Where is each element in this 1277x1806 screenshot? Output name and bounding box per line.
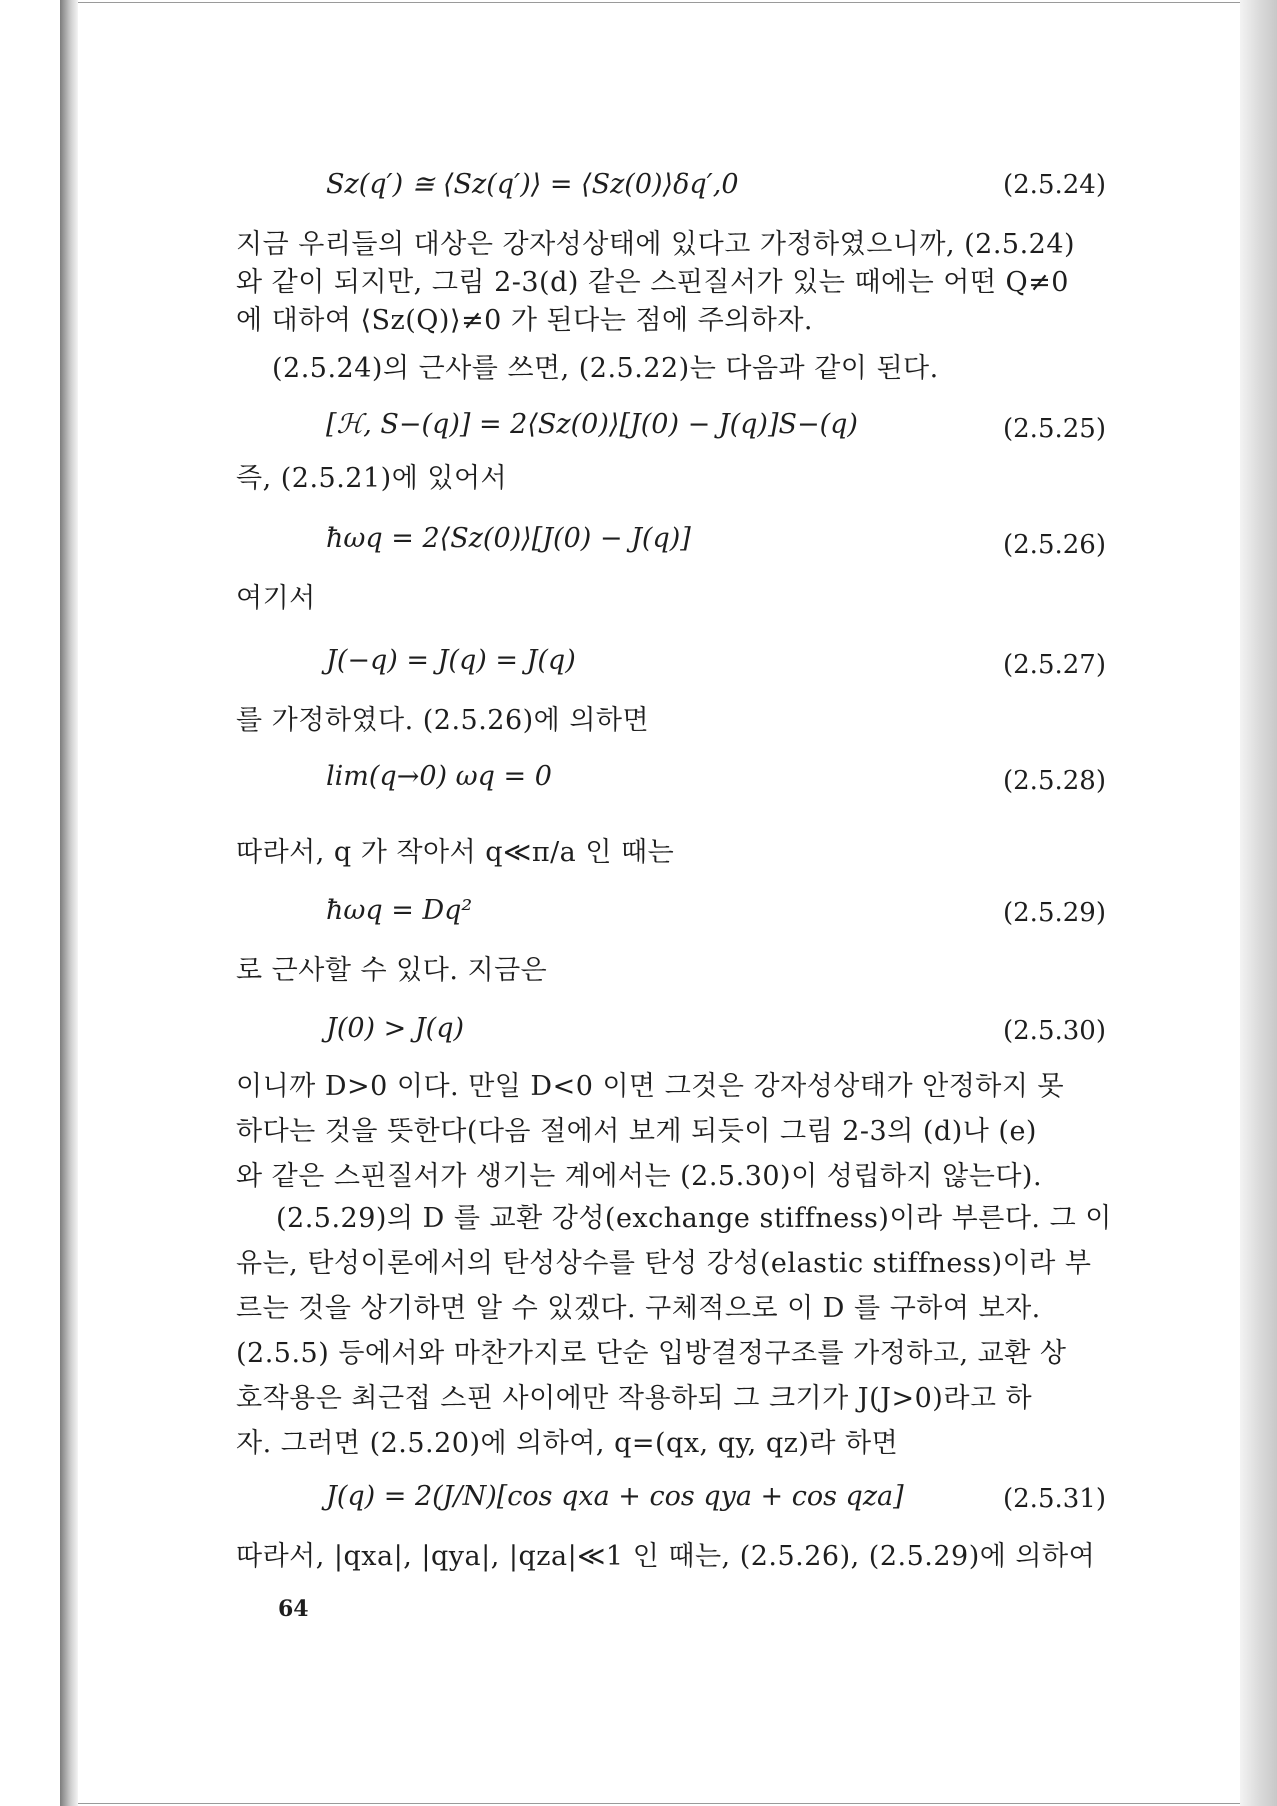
paragraph-line: 여기서 [236,583,316,614]
paragraph-line: 따라서, |qxa|, |qya|, |qza|≪1 인 때는, (2.5.26), (2.5.29)에 의하여 [236,1541,1096,1572]
equation-2-5-28: lim(q→0) ωq = 0 [326,761,552,792]
paragraph-line: 로 근사할 수 있다. 지금은 [236,955,548,986]
paragraph-line: (2.5.5) 등에서와 마찬가지로 단순 입방결정구조를 가정하고, 교환 상 [236,1338,1067,1369]
equation-2-5-24: Sz(q′) ≅ ⟨Sz(q′)⟩ = ⟨Sz(0)⟩δq′,0 [326,169,739,200]
paragraph-line: 즉, (2.5.21)에 있어서 [236,463,508,494]
equation-2-5-26: ħωq = 2⟨Sz(0)⟩[J(0) − J(q)] [326,523,691,554]
equation-2-5-31: J(q) = 2(J/N)[cos qxa + cos qya + cos qza] [326,1481,904,1512]
equation-2-5-29: ħωq = Dq² [326,895,473,926]
equation-2-5-27: J(−q) = J(q) = J(q) [326,645,576,676]
paragraph-line: 이니까 D>0 이다. 만일 D<0 이면 그것은 강자성상태가 안정하지 못 [236,1071,1065,1102]
equation-label: (2.5.26) [1003,530,1106,560]
equation-label: (2.5.24) [1003,170,1106,200]
paragraph-line: 와 같이 되지만, 그림 2-3(d) 같은 스핀질서가 있는 때에는 어떤 Q≠0 [236,267,1069,298]
equation-label: (2.5.30) [1003,1016,1106,1046]
paragraph-line: 하다는 것을 뜻한다(다음 절에서 보게 되듯이 그림 2-3의 (d)나 (e) [236,1116,1037,1147]
paragraph-line: (2.5.24)의 근사를 쓰면, (2.5.22)는 다음과 같이 된다. [272,353,939,384]
paragraph-line: 와 같은 스핀질서가 생기는 계에서는 (2.5.30)이 성립하지 않는다). [236,1161,1043,1192]
paragraph-line: 에 대하여 ⟨Sz(Q)⟩≠0 가 된다는 점에 주의하자. [236,305,814,336]
paragraph-line: 호작용은 최근접 스핀 사이에만 작용하되 그 크기가 J(J>0)라고 하 [236,1383,1033,1414]
paragraph-line: 를 가정하였다. (2.5.26)에 의하면 [236,705,650,736]
paragraph-line: 따라서, q 가 작아서 q≪π/a 인 때는 [236,837,675,868]
equation-2-5-30: J(0) > J(q) [326,1013,465,1044]
paragraph-line: 지금 우리들의 대상은 강자성상태에 있다고 가정하였으니까, (2.5.24) [236,229,1076,260]
paragraph-line: 유는, 탄성이론에서의 탄성상수를 탄성 강성(elastic stiffness)이라 부 [236,1248,1092,1279]
paragraph-line: (2.5.29)의 D 를 교환 강성(exchange stiffness)이라 부른다. 그 이 [276,1203,1112,1234]
paragraph-line: 르는 것을 상기하면 알 수 있겠다. 구체적으로 이 D 를 구하여 보자. [236,1293,1041,1324]
page-number: 64 [278,1596,309,1622]
equation-label: (2.5.25) [1003,414,1106,444]
paragraph-line: 자. 그러면 (2.5.20)에 의하여, q=(qx, qy, qz)라 하면 [236,1428,899,1459]
equation-label: (2.5.27) [1003,650,1106,680]
equation-label: (2.5.28) [1003,766,1106,796]
equation-2-5-25: [ℋ, S−(q)] = 2⟨Sz(0)⟩[J(0) − J(q)]S−(q) [326,409,858,440]
equation-label: (2.5.29) [1003,898,1106,928]
equation-label: (2.5.31) [1003,1484,1106,1514]
